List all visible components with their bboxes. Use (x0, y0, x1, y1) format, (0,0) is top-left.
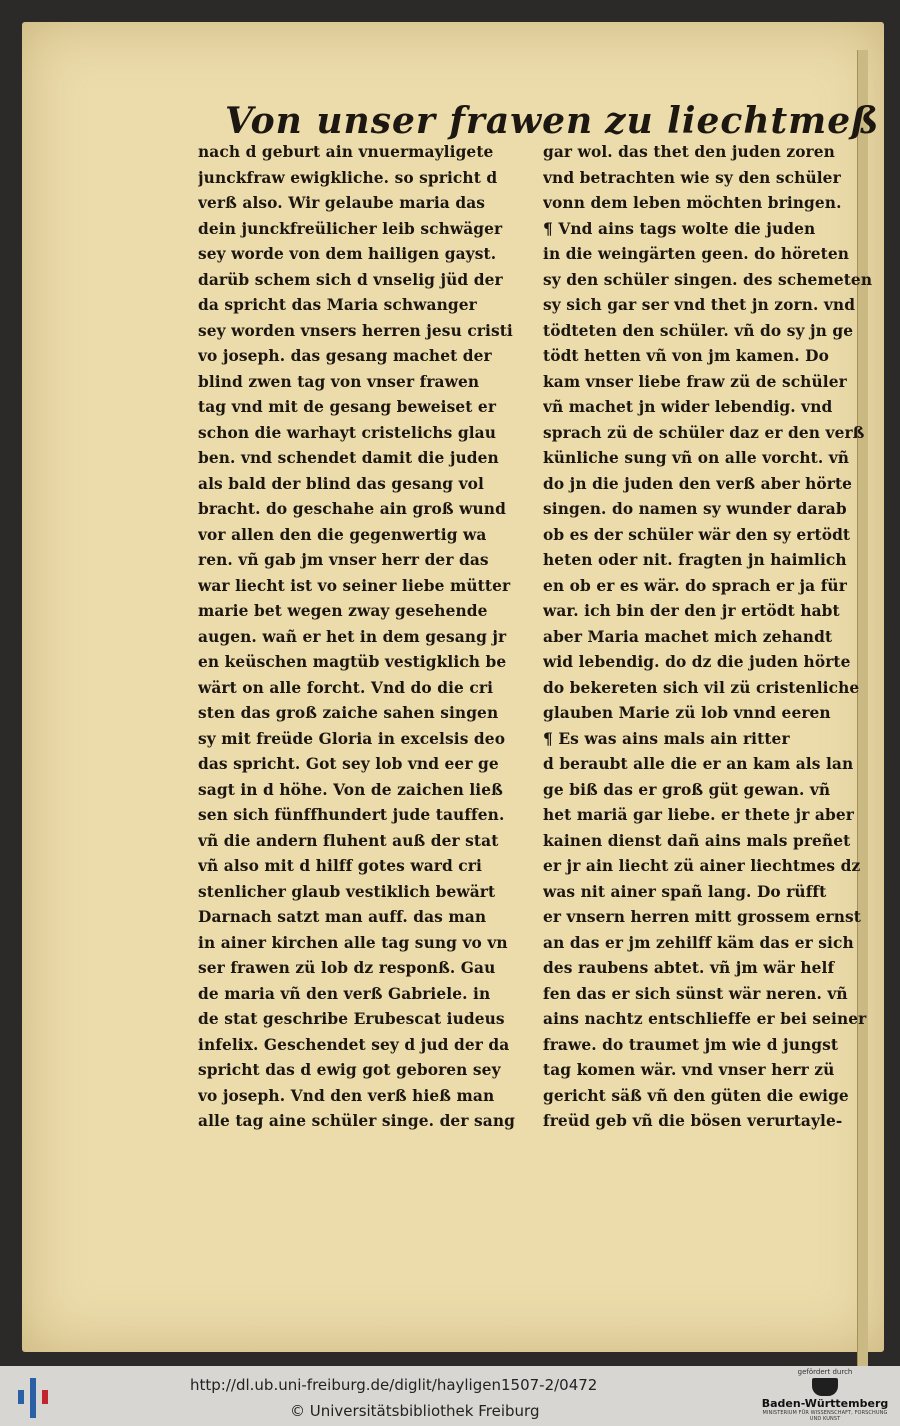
text-line: ge biß das er groß güt gewan. vñ (543, 780, 831, 799)
text-line: dein junckfreülicher leib schwäger (198, 219, 503, 238)
text-line: in ainer kirchen alle tag sung vo vn (198, 933, 508, 952)
text-line: do bekereten sich vil zü cristenliche (543, 678, 860, 697)
text-line: das spricht. Got sey lob vnd eer ge (198, 755, 499, 773)
text-line: vor allen den die gegenwertig wa (198, 525, 487, 544)
text-line: künliche sung vñ on alle vorcht. vñ (543, 449, 850, 467)
text-line: alle tag aine schüler singe. der sang (198, 1112, 515, 1130)
text-line: ains nachtz entschlieffe er bei seiner (543, 1010, 867, 1028)
text-line: aber Maria machet mich zehandt (543, 627, 833, 646)
text-line: sey worden vnsers herren jesu cristi (198, 321, 513, 340)
sponsor-ministry: MINISTERIUM FÜR WISSENSCHAFT, FORSCHUNG UND KUNST (762, 1410, 888, 1422)
text-line: ben. vnd schendet damit die juden (198, 449, 499, 467)
text-line: vñ machet jn wider lebendig. vnd (543, 398, 833, 416)
text-line: tag komen wär. vnd vnser herr zü (543, 1061, 835, 1079)
text-line: freüd geb vñ die bösen verurtayle- (543, 1112, 843, 1130)
heading-left: Von unser frawen (225, 100, 594, 142)
text-line: stenlicher glaub vestiklich bewärt (198, 882, 496, 901)
text-line: schon die warhayt cristelichs glau (198, 423, 497, 442)
text-line: er vnsern herren mitt grossem ernst (543, 908, 862, 926)
sponsor-label: gefördert durch (797, 1368, 853, 1376)
text-line: infelix. Geschendet sey d jud der da (198, 1035, 510, 1054)
text-line: vo joseph. das gesang machet der (198, 347, 492, 365)
text-line: glauben Marie zü lob vnnd eeren (543, 704, 831, 722)
text-line: ob es der schüler wär den sy ertödt (543, 525, 851, 544)
text-line: sy mit freüde Gloria in excelsis deo (198, 729, 506, 748)
text-line: en ob er es wär. do sprach er ja für (543, 576, 847, 595)
text-line: d beraubt alle die er an kam als lan (543, 755, 854, 773)
viewer-footer (0, 1366, 900, 1426)
text-line: het mariä gar liebe. er thete jr aber (543, 806, 854, 824)
text-line: kam vnser liebe fraw zü de schüler (543, 372, 847, 391)
text-line: verß also. Wir gelaube maria das (198, 194, 486, 212)
text-line: Darnach satzt man auff. das man (198, 908, 487, 926)
text-line: als bald der blind das gesang vol (198, 474, 484, 493)
sponsor-name: Baden-Württemberg (761, 1397, 889, 1410)
text-line: ser frawen zü lob dz responß. Gau (198, 959, 496, 977)
text-line: marie bet wegen zway gesehende (198, 602, 488, 620)
left-text-column (198, 140, 523, 1135)
text-line: war liecht ist vo seiner liebe mütter (198, 576, 511, 595)
text-line: er jr ain liecht zü ainer liechtmes dz (543, 857, 861, 875)
text-line: ¶ Es was ains mals ain ritter (543, 729, 790, 748)
text-line: gar wol. das thet den juden zoren (543, 143, 835, 161)
text-line: sy den schüler singen. des schemeten (543, 270, 873, 289)
text-line: gericht säß vñ den güten die ewige (543, 1086, 849, 1105)
text-line: tödt hetten vñ von jm kamen. Do (543, 347, 829, 365)
text-line: vñ also mit d hilff gotes ward cri (198, 857, 482, 875)
text-line: heten oder nit. fragten jn haimlich (543, 551, 847, 569)
heading-right: zu liechtmeß (605, 100, 880, 142)
library-logo-icon[interactable] (18, 1374, 48, 1418)
copyright-text: © Universitätsbibliothek Freiburg (290, 1402, 540, 1420)
text-line: was nit ainer spañ lang. Do rüfft (543, 882, 827, 901)
text-line: frawe. do traumet jm wie d jungst (543, 1035, 839, 1054)
text-line: fen das er sich sünst wär neren. vñ (543, 984, 848, 1003)
text-line: sen sich fünffhundert jude tauffen. (198, 806, 505, 824)
text-line: bracht. do geschahe ain groß wund (198, 500, 506, 518)
text-line: an das er jm zehilff käm das er sich (543, 933, 854, 952)
text-line: wärt on alle forcht. Vnd do die cri (198, 678, 494, 697)
text-line: ren. vñ gab jm vnser herr der das (198, 551, 489, 569)
text-line: des raubens abtet. vñ jm wär helf (543, 959, 835, 977)
text-line: sy sich gar ser vnd thet jn zorn. vnd (543, 296, 856, 314)
text-line: vo joseph. Vnd den verß hieß man (198, 1086, 495, 1105)
text-line: darüb schem sich d vnselig jüd der (198, 270, 503, 289)
text-line: blind zwen tag von vnser frawen (198, 372, 480, 391)
text-line: sten das groß zaiche sahen singen (198, 704, 499, 722)
text-line: augen. wañ er het in dem gesang jr (198, 627, 507, 646)
text-line: nach d geburt ain vnuermayligete (198, 143, 494, 161)
text-line: vonn dem leben möchten bringen. (543, 194, 842, 212)
text-line: ¶ Vnd ains tags wolte die juden (543, 219, 816, 238)
text-line: wid lebendig. do dz die juden hörte (543, 653, 851, 671)
sponsor-block (760, 1368, 890, 1422)
right-text-column (543, 140, 873, 1135)
text-line: kainen dienst dañ ains mals preñet (543, 831, 851, 850)
text-line: da spricht das Maria schwanger (198, 296, 477, 314)
text-line: spricht das d ewig got geboren sey (198, 1061, 501, 1079)
text-line: sprach zü de schüler daz er den verß (543, 423, 865, 442)
text-line: do jn die juden den verß aber hörte (543, 474, 853, 493)
text-line: de stat geschribe Erubescat iudeus (198, 1010, 505, 1028)
text-line: vñ die andern fluhent auß der stat (198, 831, 499, 850)
text-line: junckfraw ewigkliche. so spricht d (198, 168, 498, 187)
text-line: tödteten den schüler. vñ do sy jn ge (543, 321, 854, 340)
text-line: sey worde von dem hailigen gayst. (198, 245, 497, 263)
text-line: de maria vñ den verß Gabriele. in (198, 984, 491, 1003)
text-line: tag vnd mit de gesang beweiset er (198, 398, 497, 416)
text-line: vnd betrachten wie sy den schüler (543, 168, 841, 187)
text-line: en keüschen magtüb vestigklich be (198, 653, 507, 671)
text-line: in die weingärten geen. do höreten (543, 245, 850, 263)
text-line: sagt in d höhe. Von de zaichen ließ (198, 780, 503, 799)
text-line: war. ich bin der den jr ertödt habt (543, 602, 840, 620)
document-url-link[interactable]: http://dl.ub.uni-freiburg.de/diglit/hayligen1507-2/0472 (190, 1376, 598, 1394)
text-line: singen. do namen sy wunder darab (543, 500, 847, 518)
state-crest-icon (812, 1378, 838, 1396)
